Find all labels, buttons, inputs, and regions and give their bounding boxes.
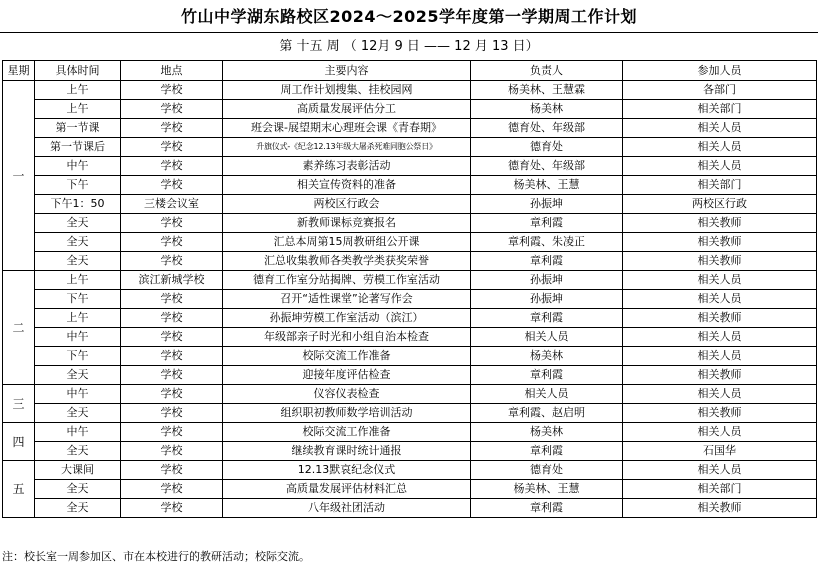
- time-cell: 下午: [35, 290, 121, 309]
- place-cell: 学校: [121, 252, 223, 271]
- table-row: [3, 100, 817, 119]
- content-cell: 高质量发展评估分工: [223, 100, 471, 119]
- time-cell: 第一节课后: [35, 138, 121, 157]
- owner-cell: 章利霞: [471, 309, 623, 328]
- place-cell: 三楼会议室: [121, 195, 223, 214]
- place-cell: 学校: [121, 461, 223, 480]
- owner-cell: 德育处、年级部: [471, 157, 623, 176]
- place-cell: 学校: [121, 119, 223, 138]
- place-cell: 学校: [121, 499, 223, 518]
- content-cell: 升旗仪式-《纪念12.13年级大屠杀死难同胞公祭日》: [223, 138, 471, 157]
- owner-cell: 章利霞: [471, 366, 623, 385]
- place-cell: 学校: [121, 138, 223, 157]
- header-time: 具体时间: [35, 61, 121, 81]
- attendees-cell: 相关教师: [623, 252, 817, 271]
- content-cell: 召开“适性课堂”论著写作会: [223, 290, 471, 309]
- attendees-cell: 相关教师: [623, 309, 817, 328]
- content-cell: 仪容仪表检查: [223, 385, 471, 404]
- place-cell: 学校: [121, 233, 223, 252]
- time-cell: 中午: [35, 157, 121, 176]
- content-cell: 相关宣传资料的准备: [223, 176, 471, 195]
- attendees-cell: 相关人员: [623, 271, 817, 290]
- table-row: [3, 480, 817, 499]
- table-header-row: [3, 61, 817, 81]
- owner-cell: 章利霞、朱凌正: [471, 233, 623, 252]
- time-cell: 上午: [35, 309, 121, 328]
- table-row: [3, 233, 817, 252]
- day-cell: 三: [3, 385, 35, 423]
- time-cell: 中午: [35, 328, 121, 347]
- owner-cell: 相关人员: [471, 328, 623, 347]
- schedule-body: [3, 81, 817, 518]
- content-cell: 组织职初教师数学培训活动: [223, 404, 471, 423]
- owner-cell: 孙振坤: [471, 290, 623, 309]
- place-cell: 学校: [121, 366, 223, 385]
- table-row: [3, 423, 817, 442]
- content-cell: 德育工作室分站揭牌、劳模工作室活动: [223, 271, 471, 290]
- table-row: [3, 347, 817, 366]
- owner-cell: 杨美林: [471, 423, 623, 442]
- header-place: 地点: [121, 61, 223, 81]
- content-cell: 素养练习表彰活动: [223, 157, 471, 176]
- time-cell: 上午: [35, 271, 121, 290]
- place-cell: 学校: [121, 176, 223, 195]
- table-row: [3, 366, 817, 385]
- attendees-cell: 相关人员: [623, 157, 817, 176]
- place-cell: 学校: [121, 100, 223, 119]
- table-row: [3, 328, 817, 347]
- content-cell: 继续教育课时统计通报: [223, 442, 471, 461]
- attendees-cell: 相关部门: [623, 100, 817, 119]
- place-cell: 学校: [121, 157, 223, 176]
- owner-cell: 杨美林: [471, 100, 623, 119]
- table-row: [3, 290, 817, 309]
- content-cell: 年级部亲子时光和小组自治本检查: [223, 328, 471, 347]
- header-owner: 负责人: [471, 61, 623, 81]
- table-row: [3, 81, 817, 100]
- attendees-cell: 相关人员: [623, 138, 817, 157]
- content-cell: 校际交流工作准备: [223, 347, 471, 366]
- table-row: [3, 309, 817, 328]
- content-cell: 迎接年度评估检查: [223, 366, 471, 385]
- place-cell: 学校: [121, 480, 223, 499]
- owner-cell: 杨美林、王慧: [471, 480, 623, 499]
- time-cell: 下午1：50: [35, 195, 121, 214]
- attendees-cell: 相关教师: [623, 366, 817, 385]
- content-cell: 两校区行政会: [223, 195, 471, 214]
- place-cell: 学校: [121, 328, 223, 347]
- header-content: 主要内容: [223, 61, 471, 81]
- time-cell: 全天: [35, 233, 121, 252]
- owner-cell: 章利霞、赵启明: [471, 404, 623, 423]
- attendees-cell: 相关教师: [623, 404, 817, 423]
- schedule-table: [2, 60, 817, 518]
- content-cell: 周工作计划搜集、挂校园网: [223, 81, 471, 100]
- time-cell: 全天: [35, 480, 121, 499]
- place-cell: 学校: [121, 347, 223, 366]
- content-cell: 班会课-展望期末心理班会课《青春期》: [223, 119, 471, 138]
- page-title: 竹山中学湖东路校区2024～2025学年度第一学期周工作计划: [180, 7, 638, 26]
- place-cell: 学校: [121, 290, 223, 309]
- attendees-cell: 相关部门: [623, 480, 817, 499]
- time-cell: 全天: [35, 404, 121, 423]
- place-cell: 学校: [121, 214, 223, 233]
- owner-cell: 相关人员: [471, 385, 623, 404]
- table-row: [3, 176, 817, 195]
- day-cell: 四: [3, 423, 35, 461]
- time-cell: 中午: [35, 385, 121, 404]
- table-row: [3, 195, 817, 214]
- place-cell: 学校: [121, 81, 223, 100]
- content-cell: 高质量发展评估材料汇总: [223, 480, 471, 499]
- time-cell: 大课间: [35, 461, 121, 480]
- attendees-cell: 相关人员: [623, 347, 817, 366]
- table-row: [3, 252, 817, 271]
- content-cell: 12.13默哀纪念仪式: [223, 461, 471, 480]
- owner-cell: 杨美林、王慧霖: [471, 81, 623, 100]
- content-cell: 校际交流工作准备: [223, 423, 471, 442]
- attendees-cell: 相关教师: [623, 499, 817, 518]
- owner-cell: 章利霞: [471, 252, 623, 271]
- week-range: 第 十五 周 （ 12月 9 日 —— 12 月 13 日）: [0, 32, 818, 60]
- attendees-cell: 相关人员: [623, 328, 817, 347]
- time-cell: 全天: [35, 442, 121, 461]
- time-cell: 全天: [35, 252, 121, 271]
- time-cell: 第一节课: [35, 119, 121, 138]
- time-cell: 下午: [35, 176, 121, 195]
- attendees-cell: 相关人员: [623, 461, 817, 480]
- owner-cell: 杨美林、王慧: [471, 176, 623, 195]
- table-row: [3, 499, 817, 518]
- owner-cell: 德育处、年级部: [471, 119, 623, 138]
- owner-cell: 章利霞: [471, 214, 623, 233]
- table-row: [3, 119, 817, 138]
- owner-cell: 杨美林: [471, 347, 623, 366]
- time-cell: 全天: [35, 366, 121, 385]
- owner-cell: 章利霞: [471, 442, 623, 461]
- table-row: [3, 271, 817, 290]
- owner-cell: 德育处: [471, 461, 623, 480]
- place-cell: 学校: [121, 423, 223, 442]
- place-cell: 学校: [121, 404, 223, 423]
- table-row: [3, 385, 817, 404]
- attendees-cell: 相关教师: [623, 214, 817, 233]
- day-cell: 五: [3, 461, 35, 518]
- content-cell: 汇总本周第15周教研组公开课: [223, 233, 471, 252]
- table-row: [3, 157, 817, 176]
- table-row: [3, 442, 817, 461]
- place-cell: 学校: [121, 385, 223, 404]
- attendees-cell: 相关人员: [623, 119, 817, 138]
- owner-cell: 孙振坤: [471, 271, 623, 290]
- owner-cell: 孙振坤: [471, 195, 623, 214]
- header-day: 星期: [3, 61, 35, 81]
- table-row: [3, 138, 817, 157]
- time-cell: 全天: [35, 499, 121, 518]
- attendees-cell: 相关部门: [623, 176, 817, 195]
- attendees-cell: 两校区行政: [623, 195, 817, 214]
- content-cell: 新教师课标竞赛报名: [223, 214, 471, 233]
- content-cell: 孙振坤劳模工作室活动（滨江）: [223, 309, 471, 328]
- time-cell: 全天: [35, 214, 121, 233]
- time-cell: 中午: [35, 423, 121, 442]
- owner-cell: 德育处: [471, 138, 623, 157]
- day-cell: 二: [3, 271, 35, 385]
- time-cell: 上午: [35, 81, 121, 100]
- header-attendees: 参加人员: [623, 61, 817, 81]
- table-row: [3, 214, 817, 233]
- attendees-cell: 相关人员: [623, 290, 817, 309]
- content-cell: 汇总收集教师各类教学类获奖荣誉: [223, 252, 471, 271]
- attendees-cell: 相关教师: [623, 233, 817, 252]
- time-cell: 下午: [35, 347, 121, 366]
- attendees-cell: 各部门: [623, 81, 817, 100]
- attendees-cell: 相关人员: [623, 423, 817, 442]
- place-cell: 学校: [121, 309, 223, 328]
- content-cell: 八年级社团活动: [223, 499, 471, 518]
- place-cell: 滨江新城学校: [121, 271, 223, 290]
- place-cell: 学校: [121, 442, 223, 461]
- time-cell: 上午: [35, 100, 121, 119]
- owner-cell: 章利霞: [471, 499, 623, 518]
- table-row: [3, 461, 817, 480]
- footnote: 注：校长室一周参加区、市在本校进行的教研活动；校际交流。: [2, 550, 310, 563]
- day-cell: 一: [3, 81, 35, 271]
- table-row: [3, 404, 817, 423]
- attendees-cell: 石国华: [623, 442, 817, 461]
- attendees-cell: 相关人员: [623, 385, 817, 404]
